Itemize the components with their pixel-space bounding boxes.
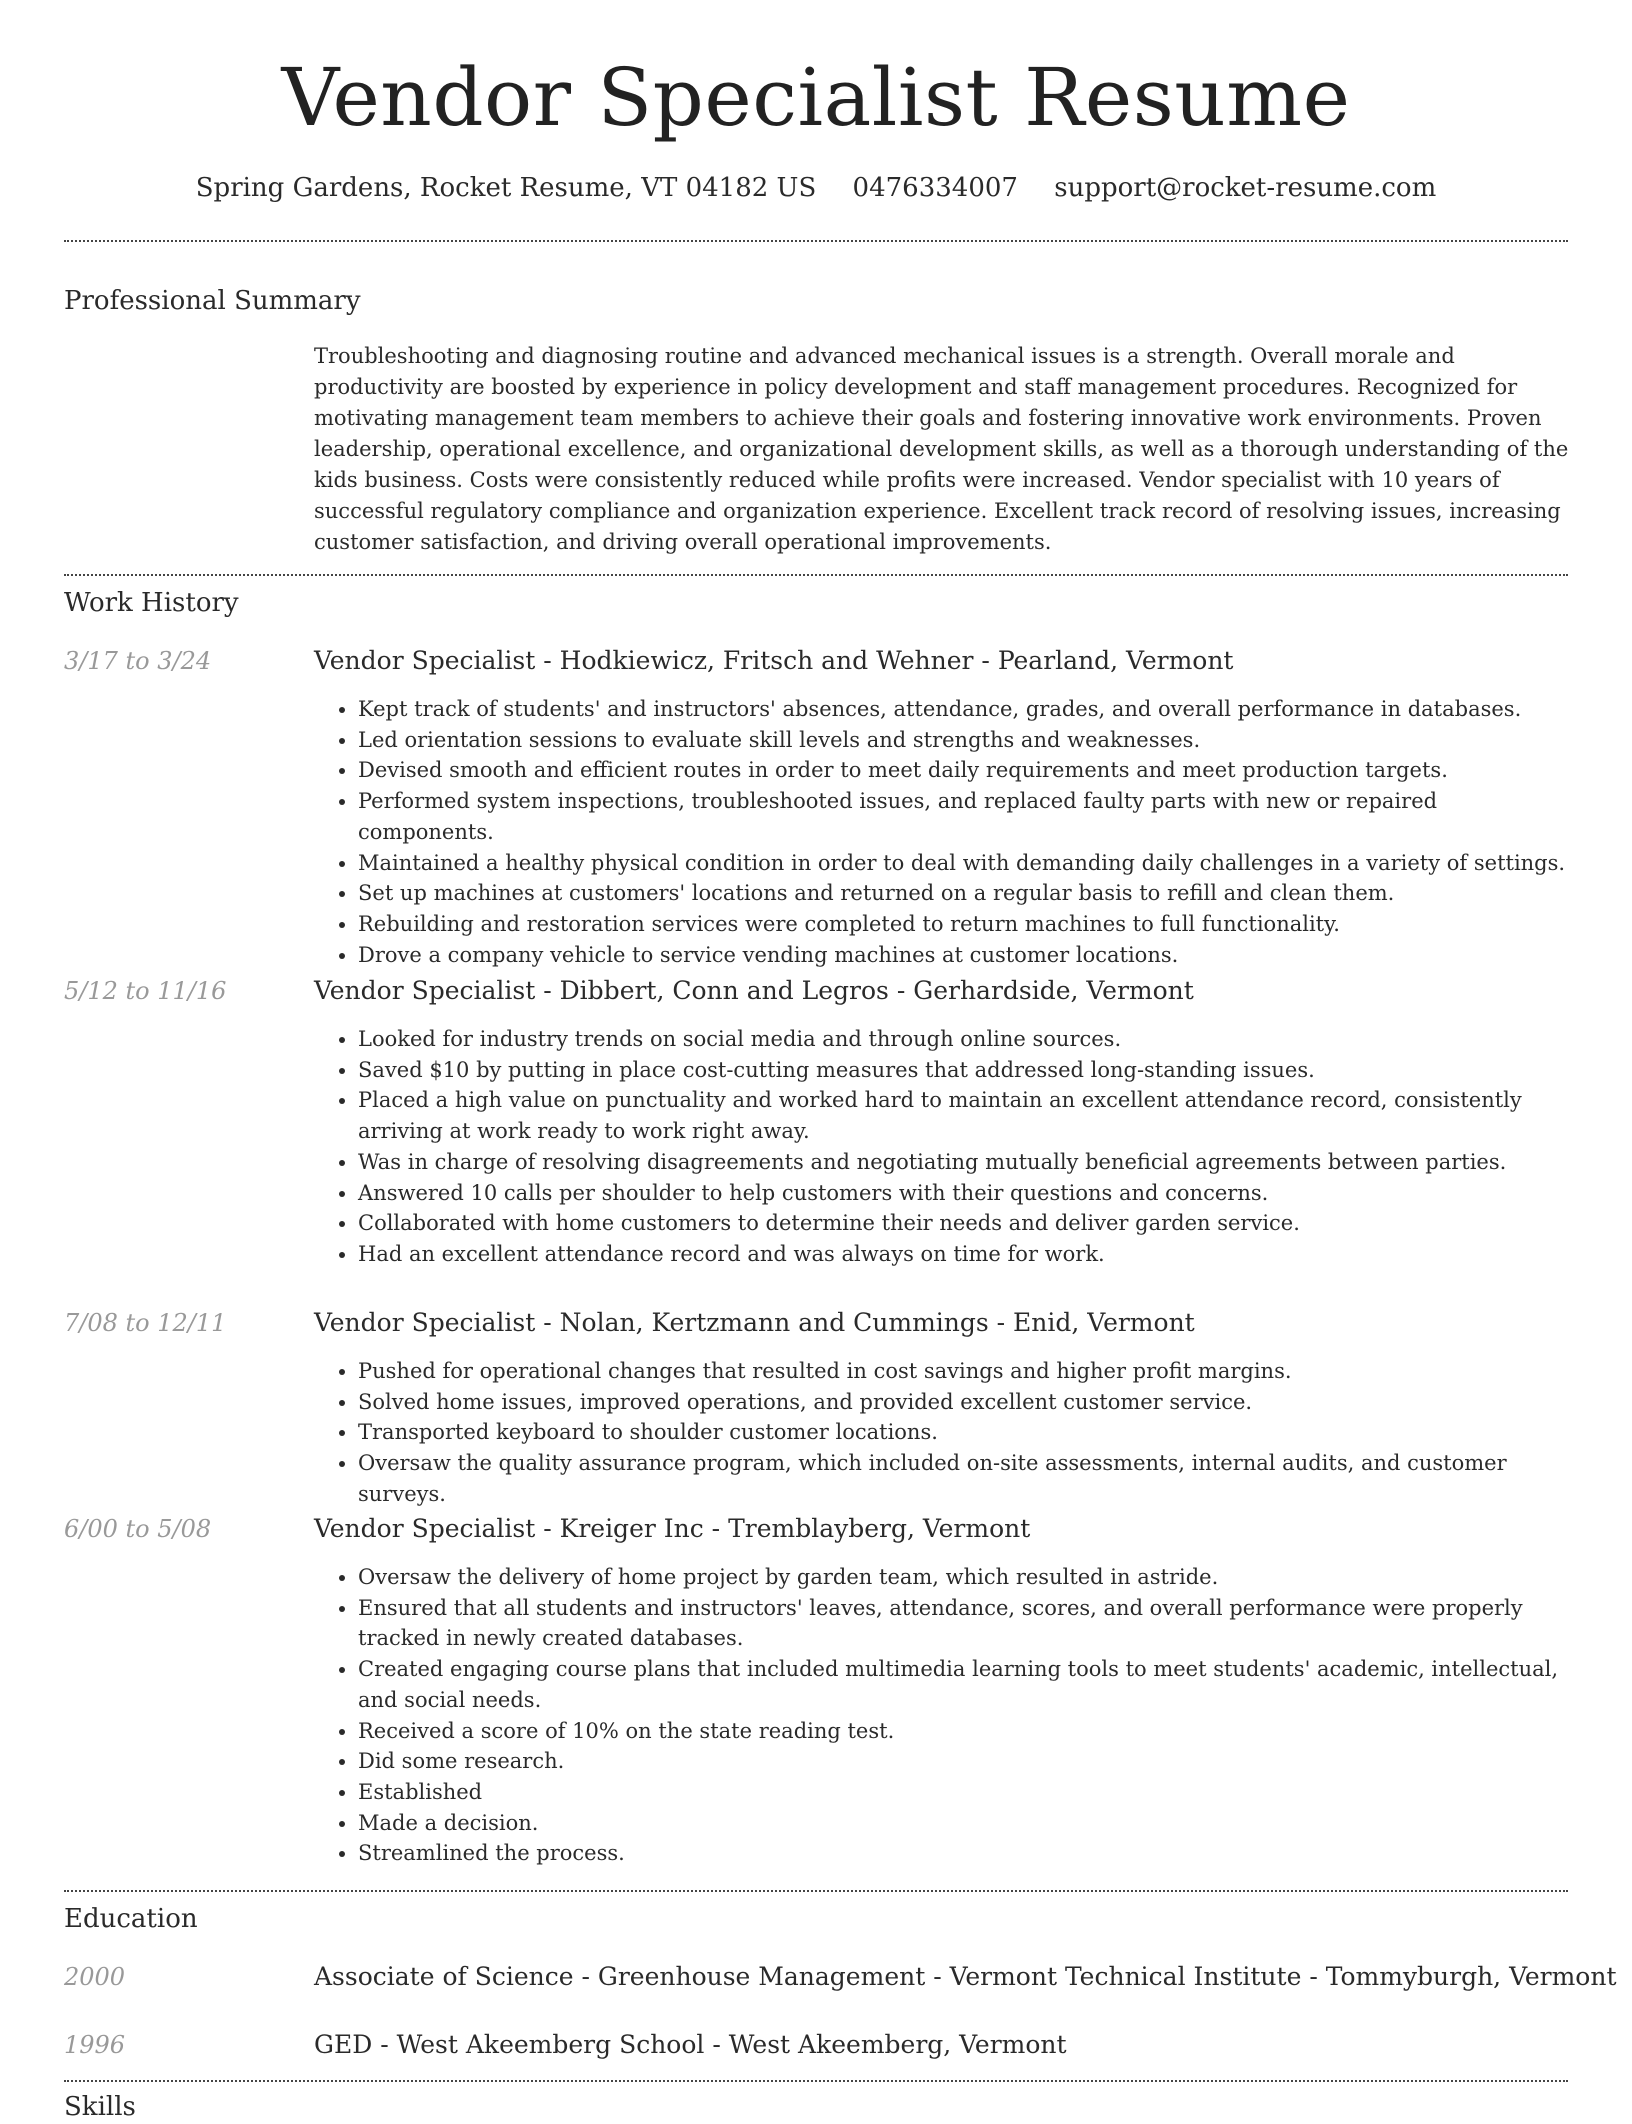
list-item: • Saved $10 by putting in place cost-cutting measures that addressed long-standing issues.: [358, 1055, 1568, 1086]
list-item: • Rebuilding and restoration services were completed to return machines to full functionality.: [358, 909, 1568, 940]
page-title: Vendor Specialist Resume: [281, 51, 1351, 144]
section-divider: [64, 1890, 1568, 1892]
work-history-heading: Work History: [64, 588, 239, 618]
job-date: 7/08 to 12/11: [64, 1309, 227, 1337]
list-item: • Made a decision.: [358, 1808, 1568, 1839]
list-item: • Kept track of students' and instructors' absences, attendance, grades, and overall performance in databases.: [358, 694, 1568, 725]
list-item: • Maintained a healthy physical condition in order to deal with demanding daily challenges in a variety of settings.: [358, 848, 1568, 879]
summary-text: [314, 341, 1570, 558]
list-item: • Had an excellent attendance record and was always on time for work.: [358, 1239, 1568, 1270]
skills-heading: Skills: [64, 2092, 136, 2122]
list-item: • Placed a high value on punctuality and worked hard to maintain an excellent attendance record, consistently arriving at work ready to work right away.: [358, 1085, 1568, 1146]
list-item: • Led orientation sessions to evaluate skill levels and strengths and weaknesses.: [358, 725, 1568, 756]
education-heading: Education: [64, 1904, 198, 1934]
list-item: • Was in charge of resolving disagreements and negotiating mutually beneficial agreements between parties.: [358, 1147, 1568, 1178]
contact-line: [0, 170, 1632, 206]
summary-paragraph: Troubleshooting and diagnosing routine and advanced mechanical issues is a strength. Overall morale and productivity are boosted by experience in policy development and staff management procedures. Recognized for motivating management team members to achieve their goals and fostering innovative work environments. Proven leadership, operational excellence, and organizational development skills, as well as a thorough understanding of the kids business. Costs were consistently reduced while profits were increased. Vendor specialist with 10 years of successful regulatory compliance and organization experience. Excellent track record of resolving issues, increasing customer satisfaction, and driving overall operational improvements.: [314, 344, 1569, 554]
job-date: 5/12 to 11/16: [64, 977, 227, 1005]
list-item: • Set up machines at customers' locations and returned on a regular basis to refill and clean them.: [358, 878, 1568, 909]
job-bullets: [314, 694, 1568, 970]
list-item: • Streamlined the process.: [358, 1838, 1568, 1869]
list-item: • Oversaw the delivery of home project by garden team, which resulted in astride.: [358, 1562, 1568, 1593]
list-item: • Pushed for operational changes that resulted in cost savings and higher profit margins.: [358, 1356, 1568, 1387]
job-bullets: [314, 1024, 1568, 1270]
list-item: • Created engaging course plans that included multimedia learning tools to meet students' academic, intellectual, and social needs.: [358, 1654, 1568, 1715]
contact-phone: 0476334007: [852, 173, 1018, 203]
section-divider: [64, 574, 1568, 576]
section-divider: [64, 2080, 1568, 2082]
list-item: • Oversaw the quality assurance program, which included on-site assessments, internal audits, and customer surveys.: [358, 1448, 1568, 1509]
education-degree: GED - West Akeemberg School - West Akeemberg, Vermont: [314, 2030, 1067, 2059]
education-date: 2000: [64, 1963, 126, 1991]
job-title: Vendor Specialist - Hodkiewicz, Fritsch and Wehner - Pearland, Vermont: [314, 646, 1234, 675]
list-item: • Looked for industry trends on social media and through online sources.: [358, 1024, 1568, 1055]
job-date: 6/00 to 5/08: [64, 1515, 212, 1543]
list-item: • Drove a company vehicle to service vending machines at customer locations.: [358, 940, 1568, 971]
list-item: • Established: [358, 1777, 1568, 1808]
contact-email: support@rocket-resume.com: [1054, 173, 1437, 203]
job-date: 3/17 to 3/24: [64, 647, 212, 675]
list-item: • Solved home issues, improved operations, and provided excellent customer service.: [358, 1387, 1568, 1418]
list-item: • Answered 10 calls per shoulder to help customers with their questions and concerns.: [358, 1178, 1568, 1209]
job-bullets: [314, 1356, 1568, 1510]
list-item: • Devised smooth and efficient routes in order to meet daily requirements and meet production targets.: [358, 755, 1568, 786]
job-title: Vendor Specialist - Nolan, Kertzmann and Cummings - Enid, Vermont: [314, 1308, 1195, 1337]
list-item: • Transported keyboard to shoulder customer locations.: [358, 1417, 1568, 1448]
list-item: • Did some research.: [358, 1746, 1568, 1777]
job-bullets: [314, 1562, 1568, 1869]
list-item: • Received a score of 10% on the state reading test.: [358, 1716, 1568, 1747]
education-date: 1996: [64, 2031, 126, 2059]
job-title: Vendor Specialist - Dibbert, Conn and Legros - Gerhardside, Vermont: [314, 976, 1194, 1005]
summary-heading: Professional Summary: [64, 286, 361, 316]
section-divider: [64, 240, 1568, 242]
education-degree: Associate of Science - Greenhouse Management - Vermont Technical Institute - Tommyburgh, Vermont: [314, 1962, 1617, 1991]
job-title: Vendor Specialist - Kreiger Inc - Tremblayberg, Vermont: [314, 1514, 1031, 1543]
list-item: • Ensured that all students and instructors' leaves, attendance, scores, and overall performance were properly tracked in newly created databases.: [358, 1593, 1568, 1654]
list-item: • Collaborated with home customers to determine their needs and deliver garden service.: [358, 1208, 1568, 1239]
list-item: • Performed system inspections, troubleshooted issues, and replaced faulty parts with new or repaired components.: [358, 786, 1568, 847]
contact-address: Spring Gardens, Rocket Resume, VT 04182 US: [195, 173, 817, 203]
